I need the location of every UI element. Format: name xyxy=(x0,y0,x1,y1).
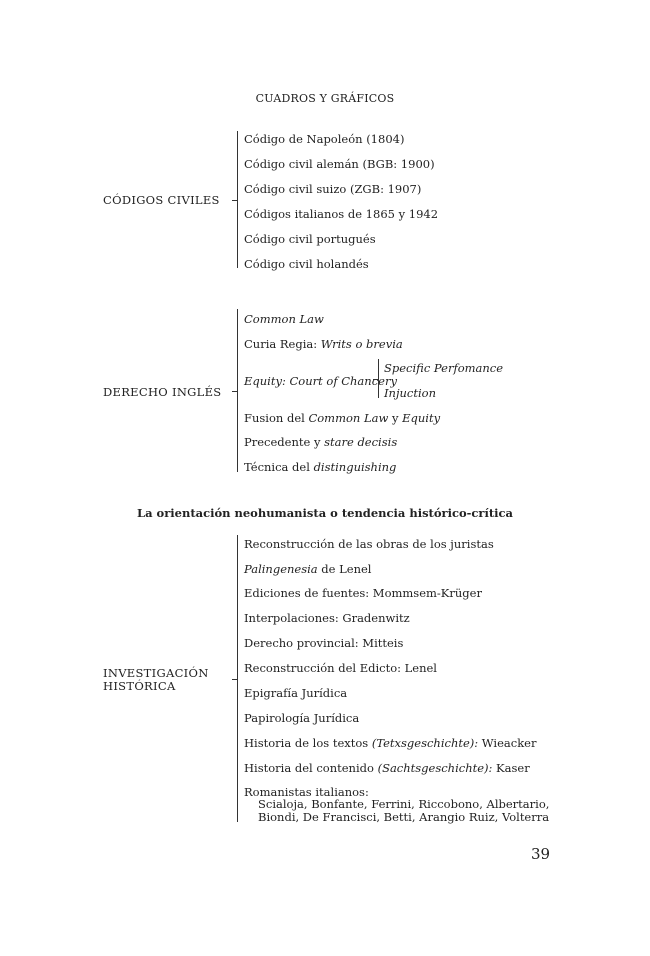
list-item: Palingenesia de Lenel xyxy=(244,562,372,576)
investigacion-bracket xyxy=(237,535,245,822)
list-item: Técnica del distinguishing xyxy=(244,460,397,474)
list-item: Scialoja, Bonfante, Ferrini, Riccobono, Albertario, xyxy=(258,797,550,811)
list-item: Injuction xyxy=(384,386,436,400)
list-item: Specific Perfomance xyxy=(384,361,504,375)
page-number: 39 xyxy=(531,845,551,863)
label-line: INVESTIGACIÓN xyxy=(103,666,209,680)
codigos-bracket xyxy=(237,131,245,268)
list-item: Precedente y stare decisis xyxy=(244,435,398,449)
list-item: Interpolaciones: Gradenwitz xyxy=(244,611,410,625)
list-item: Curia Regia: Writs o brevia xyxy=(244,337,403,351)
list-item: Epigrafía Jurídica xyxy=(244,686,348,700)
codigos-civiles-label: CÓDIGOS CIVILES xyxy=(103,193,220,207)
investigacion-historica-label xyxy=(103,667,209,693)
list-item: Romanistas italianos: xyxy=(244,785,369,799)
label-line: HISTÓRICA xyxy=(103,679,176,693)
list-item: Código civil portugués xyxy=(244,232,376,246)
list-item: Reconstrucción del Edicto: Lenel xyxy=(244,661,437,675)
list-item: Papirología Jurídica xyxy=(244,711,360,725)
list-item: Código de Napoleón (1804) xyxy=(244,132,405,146)
list-item: Derecho provincial: Mitteis xyxy=(244,636,404,650)
list-item: Common Law xyxy=(244,312,324,326)
page-header: CUADROS Y GRÁFICOS xyxy=(255,92,395,105)
list-item: Biondi, De Francisci, Betti, Arangio Ruiz, Volterra xyxy=(258,810,550,824)
list-item: Reconstrucción de las obras de los juristas xyxy=(244,537,494,551)
list-item: Historia del contenido (Sachtsgeschichte): Kaser xyxy=(244,761,530,775)
list-item: Ediciones de fuentes: Mommsem-Krüger xyxy=(244,586,482,600)
list-item: Equity: Court of Chancery xyxy=(244,374,397,388)
list-item: Código civil holandés xyxy=(244,257,369,271)
list-item: Fusion del Common Law y Equity xyxy=(244,411,441,425)
list-item: Código civil suizo (ZGB: 1907) xyxy=(244,182,422,196)
list-item: Historia de los textos (Tetxsgeschichte): Wieacker xyxy=(244,736,537,750)
derecho-ingles-label: DERECHO INGLÉS xyxy=(103,385,222,399)
section-title: La orientación neohumanista o tendencia histórico-crítica xyxy=(137,506,513,520)
list-item: Códigos italianos de 1865 y 1942 xyxy=(244,207,439,221)
list-item: Código civil alemán (BGB: 1900) xyxy=(244,157,435,171)
